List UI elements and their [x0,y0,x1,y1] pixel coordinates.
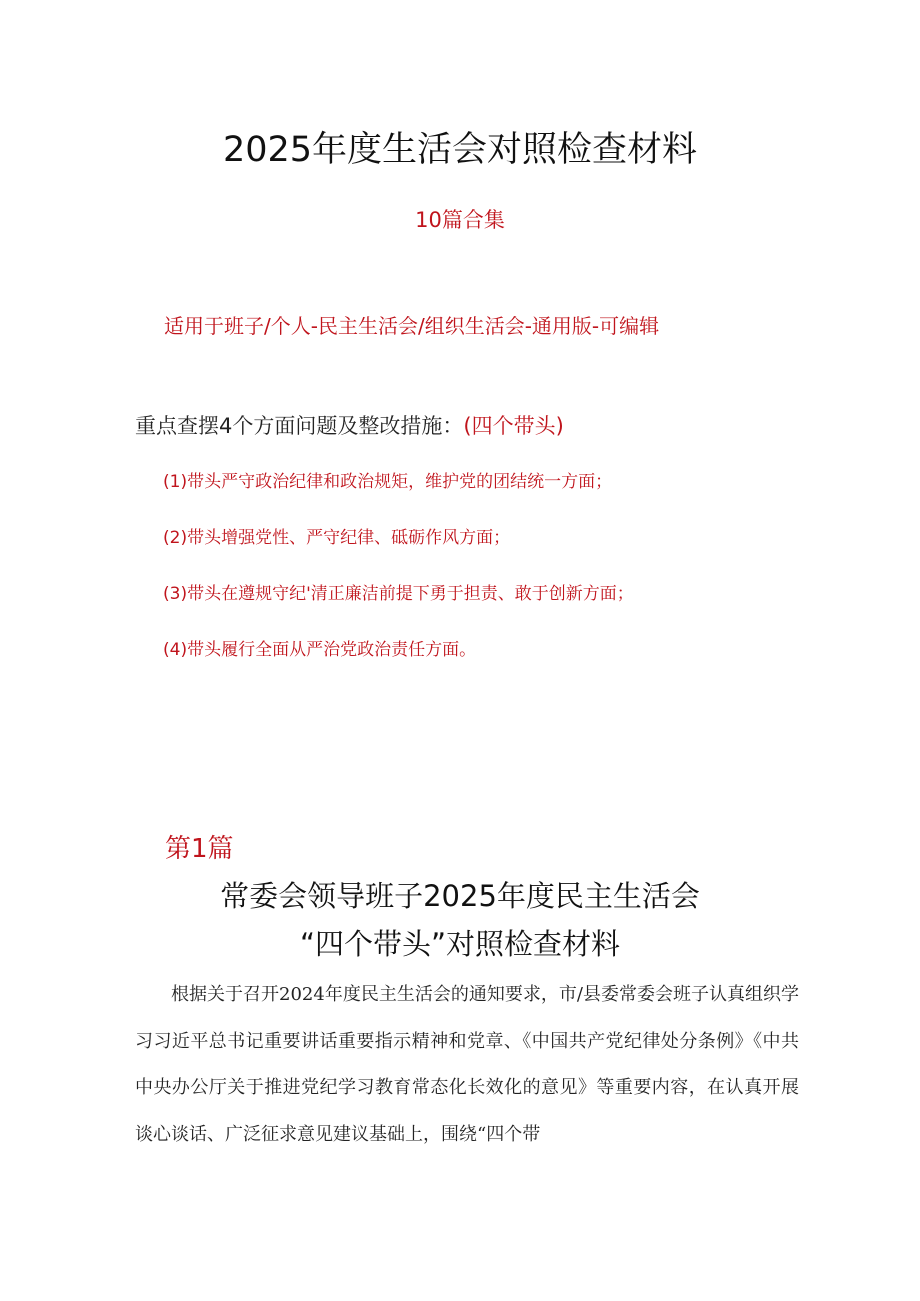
focus-heading-text: 重点查摆4个方面问题及整改措施： [135,414,464,438]
chapter-label: 第1篇 [165,834,234,864]
focus-heading-accent: (四个带头) [463,414,564,438]
chapter-title-line-1: 常委会领导班子2025年度民主生活会 [220,879,700,913]
scope-line: 适用于班子/个人-民主生活会/组织生活会-通用版-可编辑 [164,314,660,338]
focus-heading [135,410,564,440]
list-item: (3)带头在遵规守纪'清正廉洁前提下勇于担责、敢于创新方面； [163,584,634,604]
list-item: (4)带头履行全面从严治党政治责任方面。 [163,640,477,660]
subtitle: 10篇合集 [415,208,505,232]
main-title: 2025年度生活会对照检查材料 [222,130,698,170]
chapter-title-line-2: “四个带头”对照检查材料 [299,927,621,961]
list-item: (1)带头严守政治纪律和政治规矩，维护党的团结统一方面； [163,472,613,492]
body-paragraph: 根据关于召开2024年度民主生活会的通知要求，市/县委常委会班子认真组织学习习近平总书记重要讲话重要指示精神和党章、《中国共产党纪律处分条例》《中共中央办公厅关于推进党纪学习教育常态化长效化的意见》等重要内容，在认真开展谈心谈话、广泛征求意见建议基础上，围绕“四个带 [135,984,799,1145]
focus-items-list [163,470,634,694]
list-item: (2)带头增强党性、严守纪律、砥砺作风方面； [163,528,511,548]
